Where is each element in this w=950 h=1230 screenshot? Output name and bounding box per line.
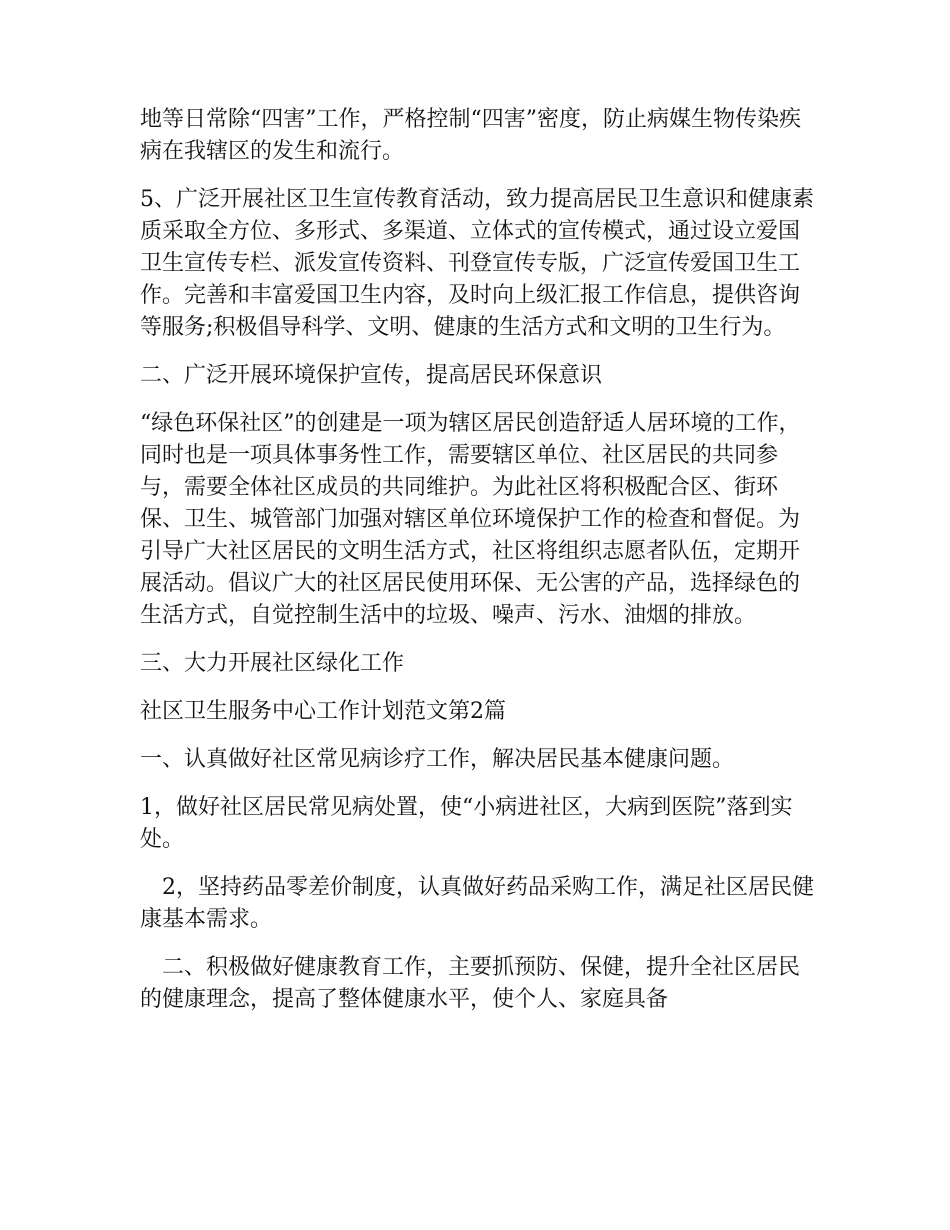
paragraph-item-2: 2，坚持药品零差价制度，认真做好药品采购工作，满足社区居民健康基本需求。 <box>140 875 814 932</box>
paragraph-green-community: “绿色环保社区”的创建是一项为辖区居民创造舒适人居环境的工作，同时也是一项具体事务性工作，需要辖区单位、社区居民的共同参与，需要全体社区成员的共同维护。为此社区将积极配合区、街环保、卫生、城管部门加强对辖区单位环境保护工作的检查和督促。为引导广大社区居民的文明生活方式，社区将组织志愿者队伍，定期开展活动。倡议广大的社区居民使用环保、无公害的产品，选择绿色的生活方式，自觉控制生活中的垃圾、噪声、污水、油烟的排放。 <box>140 411 801 628</box>
heading-health-education-work: 二、积极做好健康教育工作，主要抓预防、保健，提升全社区居民的健康理念，提高了整体健康水平，使个人、家庭具备 <box>140 955 801 1012</box>
article-title-part-2: 社区卫生服务中心工作计划范文第2篇 <box>140 699 506 724</box>
heading-common-disease-treatment: 一、认真做好社区常见病诊疗工作，解决居民基本健康问题。 <box>140 747 735 772</box>
paragraph-item-1: 1，做好社区居民常见病处置，使“小病进社区，大病到医院”落到实处。 <box>140 795 793 852</box>
paragraph-health-education: 5、广泛开展社区卫生宣传教育活动，致力提高居民卫生意识和健康素质采取全方位、多形式、多渠道、立体式的宣传模式，通过设立爱国卫生宣传专栏、派发宣传资料、刊登宣传专版，广泛宣传爱国卫生工作。完善和丰富爱国卫生内容，及时向上级汇报工作信息，提供咨询等服务;积极倡导科学、文明、健康的生活方式和文明的卫生行为。 <box>140 187 814 340</box>
paragraph-pest-control: 地等日常除“四害”工作，严格控制“四害”密度，防止病媒生物传染疾病在我辖区的发生和流行。 <box>140 107 801 164</box>
document-page <box>140 104 820 1032</box>
heading-greening-work: 三、大力开展社区绿化工作 <box>140 651 405 676</box>
heading-environmental-protection: 二、广泛开展环境保护宣传，提高居民环保意识 <box>140 363 603 388</box>
